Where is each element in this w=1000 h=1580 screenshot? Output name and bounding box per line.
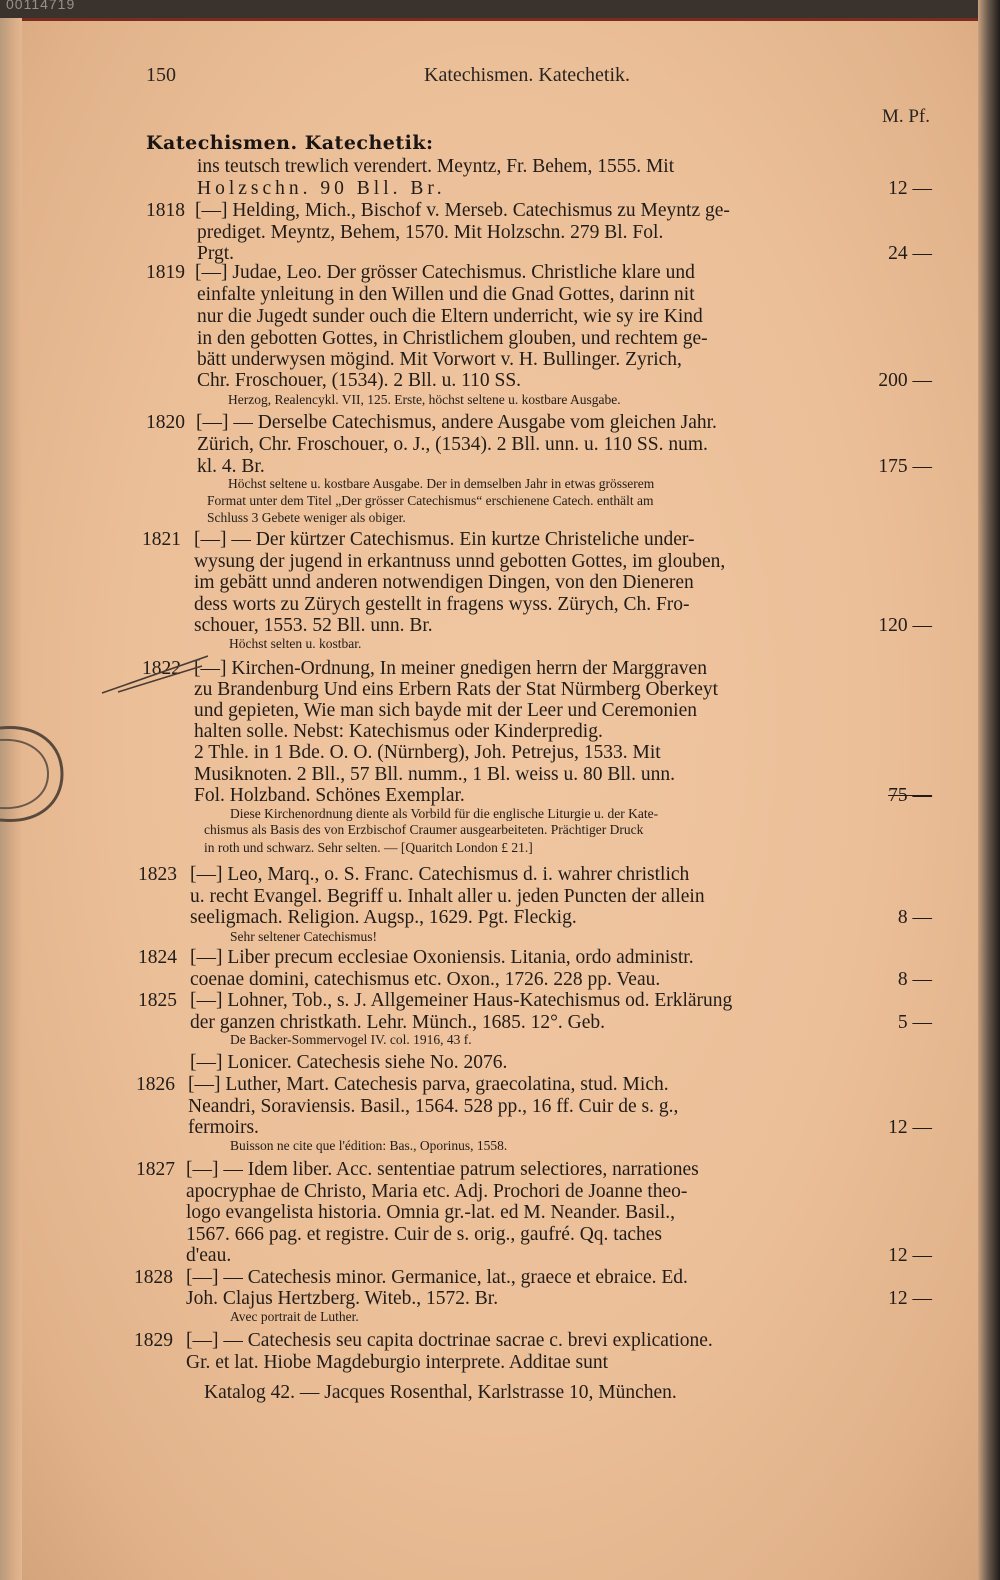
entry-line: [—] Lohner, Tob., s. J. Allgemeiner Haus-Katechismus od. Erklärung <box>190 990 733 1011</box>
entry-price: 24 — <box>888 243 932 264</box>
entry-number: 1822 <box>142 658 181 679</box>
entry-number: 1818 <box>146 200 185 221</box>
entry-line: Zürich, Chr. Froschouer, o. J., (1534). 2 Bll. unn. u. 110 SS. num. <box>197 434 708 455</box>
entry-line: 2 Thle. in 1 Bde. O. O. (Nürnberg), Joh. Petrejus, 1533. Mit <box>194 742 661 763</box>
entry-price: 12 — <box>888 178 932 199</box>
entry-number: 1820 <box>146 412 185 433</box>
entry-line: [—] — Derselbe Catechismus, andere Ausgabe vom gleichen Jahr. <box>196 412 717 433</box>
entry-note: Format unter dem Titel „Der grösser Catechismus“ erschienene Catech. enthält am <box>207 493 654 508</box>
entry-price: 8 — <box>897 907 932 928</box>
entry-line: im gebätt unnd anderen notwendigen Dingen, von den Dieneren <box>194 572 694 593</box>
entry-number: 1827 <box>136 1159 175 1180</box>
entry-number: 1829 <box>134 1330 173 1351</box>
entry-line: zu Brandenburg Und eins Erbern Rats der Stat Nürmberg Oberkeyt <box>194 679 719 700</box>
entry-note: Buisson ne cite que l'édition: Bas., Oporinus, 1558. <box>230 1138 508 1153</box>
entry-line: u. recht Evangel. Begriff u. Inhalt aller u. jeden Puncten der allein <box>190 886 705 907</box>
entry-line: logo evangelista historia. Omnia gr.-lat. ed M. Neander. Basil., <box>186 1202 676 1223</box>
entry-line: Gr. et lat. Hiobe Magdeburgio interprete. Additae sunt <box>186 1352 609 1373</box>
entry-number: 1821 <box>142 529 181 550</box>
entry-line: Joh. Clajus Hertzberg. Witeb., 1572. Br. <box>186 1288 499 1309</box>
entry-line: prediget. Meyntz, Behem, 1570. Mit Holzschn. 279 Bl. Fol. <box>197 222 664 243</box>
entry-line: d'eau. <box>186 1245 232 1266</box>
entry-line: Musiknoten. 2 Bll., 57 Bll. numm., 1 Bl. weiss u. 80 Bll. unn. <box>194 764 676 785</box>
entry-line: halten solle. Nebst: Katechismus oder Kinderpredig. <box>194 721 603 742</box>
entry-line: [—] Lonicer. Catechesis siehe No. 2076. <box>190 1052 508 1073</box>
entry-price: 200 — <box>878 370 932 391</box>
scan-id-label: 00114719 <box>6 0 76 12</box>
entry-line: nur die Jugedt sunder ouch die Eltern underricht, wie sy ire Kind <box>197 306 703 327</box>
entry-line: fermoirs. <box>188 1117 259 1138</box>
entry-number: 1825 <box>138 990 177 1011</box>
entry-note: Schluss 3 Gebete weniger als obiger. <box>207 510 406 525</box>
entry-price: 175 — <box>878 456 932 477</box>
entry-note: Sehr seltener Catechismus! <box>230 929 377 944</box>
entry-line: [—] — Catechesis seu capita doctrinae sacrae c. brevi explicatione. <box>186 1330 713 1351</box>
entry-note: Höchst selten u. kostbar. <box>229 636 362 651</box>
entry-note: Diese Kirchenordnung diente als Vorbild für die englische Liturgie u. der Kate- <box>230 806 659 821</box>
entry-line: Prgt. <box>197 243 235 264</box>
entry-number: 1828 <box>134 1267 173 1288</box>
entry-line: einfalte ynleitung in den Willen und die Gnad Gottes, darinn nit <box>197 284 695 305</box>
entry-price: 12 — <box>888 1245 932 1266</box>
entry-note: chismus als Basis des von Erzbischof Craumer ausgearbeiteten. Prächtiger Druck <box>204 822 644 837</box>
entry-note: De Backer-Sommervogel IV. col. 1916, 43 f. <box>230 1032 472 1047</box>
entry-number: 1823 <box>138 864 177 885</box>
entry-line: 1567. 666 pag. et registre. Cuir de s. orig., gaufré. Qq. taches <box>186 1224 662 1245</box>
entry-line: Neandri, Soraviensis. Basil., 1564. 528 pp., 16 ff. Cuir de s. g., <box>188 1096 679 1117</box>
entry-line: apocryphae de Christo, Maria etc. Adj. Prochori de Joanne theo- <box>186 1181 688 1202</box>
entry-line: Fol. Holzband. Schönes Exemplar. <box>194 785 465 806</box>
entry-line: ins teutsch trewlich verendert. Meyntz, Fr. Behem, 1555. Mit <box>197 156 675 177</box>
entry-line: kl. 4. Br. <box>197 456 265 477</box>
entry-price: 5 — <box>897 1012 932 1033</box>
running-title: Katechismen. Katechetik. <box>424 64 631 86</box>
entry-line: der ganzen christkath. Lehr. Münch., 1685. 12°. Geb. <box>190 1012 606 1033</box>
entry-number: 1824 <box>138 947 177 968</box>
currency-header: M. Pf. <box>881 106 930 127</box>
entry-line: [—] Judae, Leo. Der grösser Catechismus. Christliche klare und <box>195 262 695 283</box>
entry-price: 12 — <box>888 1117 932 1138</box>
entry-line: [—] Kirchen-Ordnung, In meiner gnedigen herrn der Marggraven <box>194 658 707 679</box>
entry-line: [—] Luther, Mart. Catechesis parva, graecolatina, stud. Mich. <box>188 1074 669 1095</box>
entry-note: Avec portrait de Luther. <box>230 1309 359 1324</box>
entry-line: [—] — Der kürtzer Catechismus. Ein kurtze Christeliche under- <box>194 529 695 550</box>
entry-line: wysung der jugend in erkantnuss unnd gebotten Gottes, im glouben, <box>194 551 726 572</box>
entry-number: 1819 <box>146 262 185 283</box>
entry-line: [—] — Catechesis minor. Germanice, lat., graece et ebraice. Ed. <box>186 1267 688 1288</box>
entry-price-struck: 75 — <box>888 785 932 806</box>
entry-note: Höchst seltene u. kostbare Ausgabe. Der in demselben Jahr in etwas grösserem <box>228 476 655 491</box>
entry-price: 120 — <box>878 615 932 636</box>
catalog-footer: Katalog 42. — Jacques Rosenthal, Karlstrasse 10, München. <box>204 1382 677 1403</box>
entry-line: [—] — Idem liber. Acc. sententiae patrum selectiores, narrationes <box>186 1159 699 1180</box>
entry-note: in roth und schwarz. Sehr selten. — [Quaritch London £ 21.] <box>204 840 533 855</box>
entry-line: [—] Helding, Mich., Bischof v. Merseb. Catechismus zu Meyntz ge- <box>195 200 730 221</box>
entry-line: schouer, 1553. 52 Bll. unn. Br. <box>194 615 433 636</box>
entry-line: in den gebotten Gottes, in Christlichem glouben, und rechtem ge- <box>197 328 708 349</box>
entry-line: Chr. Froschouer, (1534). 2 Bll. u. 110 SS. <box>197 370 522 391</box>
page-clip-icon <box>0 718 70 830</box>
entry-note: Herzog, Realencykl. VII, 125. Erste, höchst seltene u. kostbare Ausgabe. <box>228 392 621 407</box>
pencil-mark-icon <box>98 648 208 698</box>
entry-line: und gepieten, Wie man sich bayde mit der Leer und Ceremonien <box>194 700 697 721</box>
entry-line: seeligmach. Religion. Augsp., 1629. Pgt. Fleckig. <box>190 907 577 928</box>
entry-line: Holzschn. 90 Bll. Br. <box>197 178 446 199</box>
entry-line: [—] Liber precum ecclesiae Oxoniensis. Litania, ordo administr. <box>190 947 694 968</box>
page-number: 150 <box>146 64 176 86</box>
entry-number: 1826 <box>136 1074 175 1095</box>
entry-price: 8 — <box>897 969 932 990</box>
entry-line: dess worts zu Zürych gestellt in fragens wyss. Zürych, Ch. Fro- <box>194 594 690 615</box>
entry-price: 12 — <box>888 1288 932 1309</box>
entry-line: coenae domini, catechismus etc. Oxon., 1726. 228 pp. Veau. <box>190 969 661 990</box>
section-title: Katechismen. Katechetik: <box>146 132 434 154</box>
entry-line: [—] Leo, Marq., o. S. Franc. Catechismus d. i. wahrer christlich <box>190 864 690 885</box>
entry-line: bätt underwysen mögind. Mit Vorwort v. H. Bullinger. Zyrich, <box>197 349 682 370</box>
